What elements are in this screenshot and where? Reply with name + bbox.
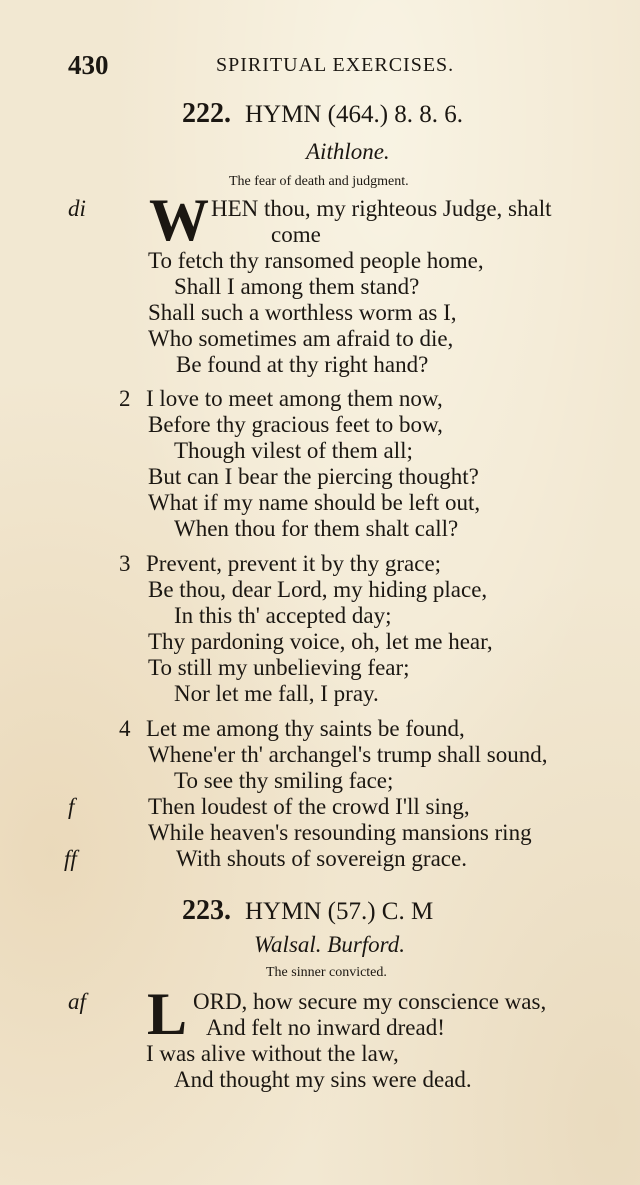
tune-name: Walsal. Burford. — [254, 932, 406, 957]
hymn-number: 222. — [182, 98, 231, 129]
verse-line: Let me among thy saints be found, — [146, 716, 465, 741]
verse-line: To see thy smiling face; — [174, 768, 394, 793]
running-head: SPIRITUAL EXERCISES. — [216, 54, 455, 76]
margin-mark: af — [68, 989, 86, 1014]
verse-line: Before thy gracious feet to bow, — [148, 412, 443, 437]
verse-line: come — [271, 222, 321, 247]
drop-cap: L — [147, 981, 188, 1047]
verse-line: I love to meet among them now, — [146, 386, 443, 411]
hymn-title: HYMN (464.) 8. 8. 6. — [245, 101, 464, 128]
stanza-number: 2 — [119, 386, 131, 411]
verse-line: To still my unbelieving fear; — [148, 655, 410, 680]
verse-line: Then loudest of the crowd I'll sing, — [148, 794, 470, 819]
verse-line: And felt no inward dread! — [206, 1015, 445, 1040]
verse-line: To fetch thy ransomed people home, — [148, 248, 484, 273]
verse-line: Shall such a worthless worm as I, — [148, 300, 457, 325]
drop-cap: W — [149, 187, 209, 253]
verse-line: Thy pardoning voice, oh, let me hear, — [148, 629, 493, 654]
verse-line: But can I bear the piercing thought? — [148, 464, 479, 489]
stanza-number: 4 — [119, 716, 131, 741]
verse-line: I was alive without the law, — [146, 1041, 399, 1066]
verse-line: Prevent, prevent it by thy grace; — [146, 551, 442, 576]
stanza-number: 3 — [119, 551, 131, 576]
verse-line: Whene'er th' archangel's trump shall sound, — [148, 742, 548, 767]
hymn-heading — [182, 98, 463, 130]
verse-line: Shall I among them stand? — [174, 274, 420, 299]
hymn-title: HYMN (57.) C. M — [245, 898, 434, 925]
verse-line: Nor let me fall, I pray. — [174, 681, 379, 706]
verse-line: HEN thou, my righteous Judge, shalt — [211, 196, 552, 221]
verse-line: What if my name should be left out, — [148, 490, 481, 515]
verse-line: ORD, how secure my conscience was, — [193, 989, 547, 1014]
verse-line: When thou for them shalt call? — [174, 516, 459, 541]
hymn-heading — [182, 895, 433, 927]
tune-name: Aithlone. — [306, 139, 390, 164]
margin-mark: f — [68, 794, 75, 819]
verse-line: While heaven's resounding mansions ring — [148, 820, 532, 845]
margin-mark: di — [68, 196, 86, 221]
verse-line: Who sometimes am afraid to die, — [148, 326, 454, 351]
verse-line: Be found at thy right hand? — [176, 352, 429, 377]
verse-line: And thought my sins were dead. — [174, 1067, 472, 1092]
margin-mark: ff — [64, 846, 77, 871]
page-number: 430 — [68, 50, 109, 80]
verse-line: Be thou, dear Lord, my hiding place, — [148, 577, 488, 602]
hymn-number: 223. — [182, 895, 231, 926]
hymn-subject: The fear of death and judgment. — [229, 174, 409, 189]
verse-line: Though vilest of them all; — [174, 438, 413, 463]
hymn-subject: The sinner convicted. — [266, 965, 387, 980]
verse-line: With shouts of sovereign grace. — [176, 846, 467, 871]
verse-line: In this th' accepted day; — [174, 603, 392, 628]
